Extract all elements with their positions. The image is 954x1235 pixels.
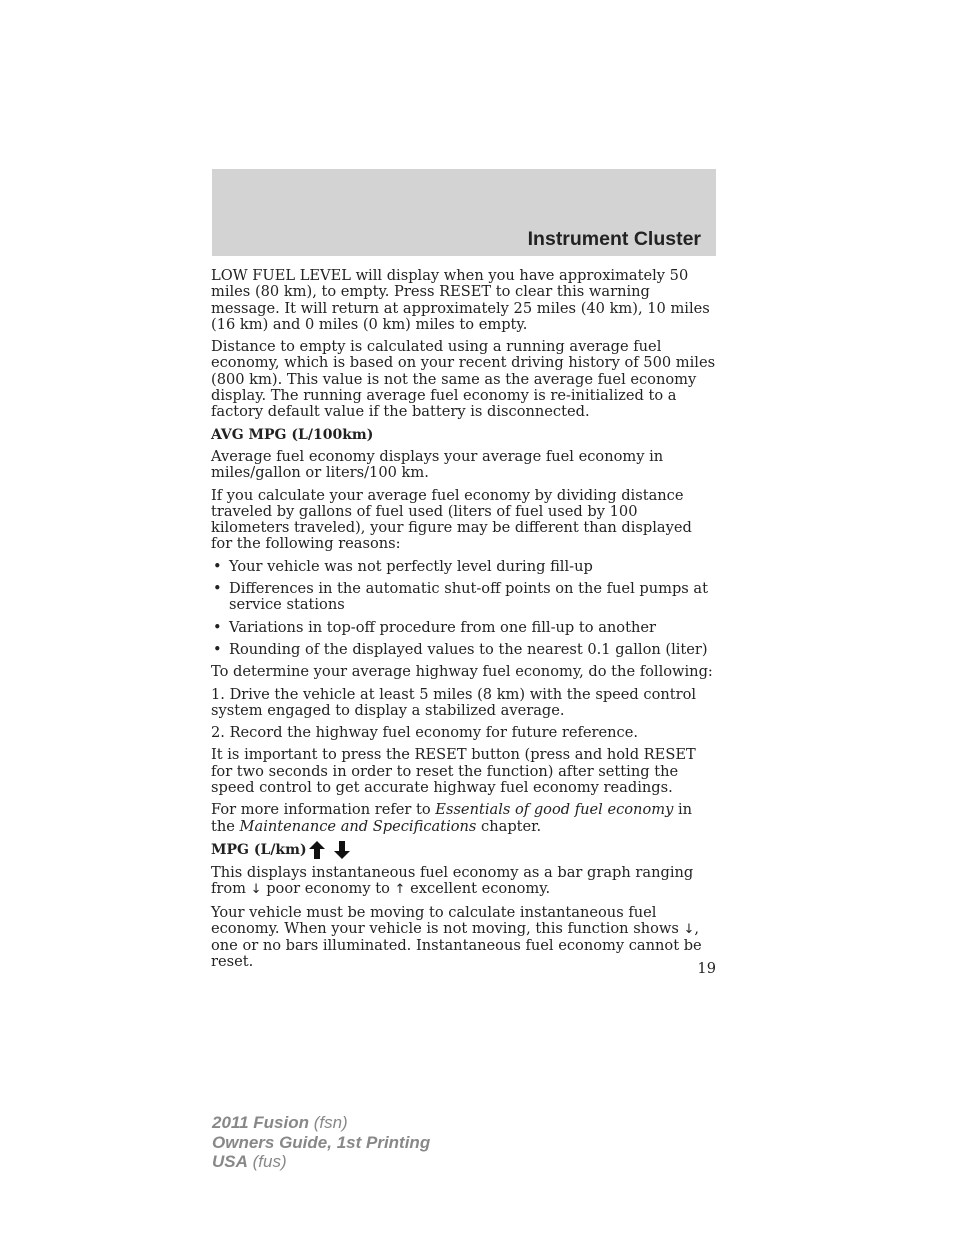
footer-model-code: (fsn)	[309, 1113, 348, 1132]
page-number: 19	[697, 960, 716, 977]
footer-guide: Owners Guide, 1st Printing	[212, 1132, 431, 1152]
footer-line-3	[212, 1152, 430, 1172]
footer-line-2	[212, 1133, 430, 1153]
list-item: • Your vehicle was not perfectly level during fill-up	[211, 559, 717, 575]
text: poor economy to	[261, 880, 395, 898]
page-content	[211, 268, 717, 977]
footer-line-1	[212, 1113, 430, 1133]
text: chapter.	[476, 817, 542, 835]
list-item: • Variations in top-off procedure from one fill-up to another	[211, 620, 717, 636]
reference-link-text: Essentials of good fuel economy	[435, 801, 674, 819]
paragraph-highway-intro: To determine your average highway fuel economy, do the following:	[211, 663, 713, 681]
text: , one or no bars illuminated. Instantaneous fuel economy cannot be reset.	[211, 919, 702, 971]
reference-chapter-text: Maintenance and Specifications	[239, 817, 477, 835]
footer-market-code: (fus)	[247, 1152, 287, 1171]
heading-mpg	[211, 841, 717, 859]
section-header-band	[212, 169, 716, 256]
heading-avg-mpg: AVG MPG (L/100km)	[211, 426, 374, 443]
paragraph-calculate: If you calculate your average fuel economy by dividing distance traveled by gallons of fuel used (liters of fuel used by 100 kilometers traveled), your figure may be different than displayed for the following reasons:	[211, 486, 692, 553]
down-arrow-icon: ↓	[250, 882, 262, 898]
text: For more information refer to	[211, 801, 436, 819]
footer-market: USA	[212, 1152, 248, 1171]
list-item: • Differences in the automatic shut-off points on the fuel pumps at service stations	[211, 581, 717, 614]
list-item: • Rounding of the displayed values to the nearest 0.1 gallon (liter)	[211, 642, 717, 658]
footer-model: 2011 Fusion	[212, 1113, 309, 1132]
footer-publication-info	[212, 1113, 430, 1172]
section-title: Instrument Cluster	[527, 228, 701, 250]
paragraph-reset: It is important to press the RESET button (press and hold RESET for two seconds in order to reset the function) after setting the speed control to get accurate highway fuel economy readings.	[211, 746, 696, 797]
text: This displays instantaneous fuel economy as a bar graph ranging from	[211, 863, 694, 898]
paragraph-low-fuel: LOW FUEL LEVEL will display when you have approximately 50 miles (80 km), to empty. Press RESET to clear this warning message. It will return at approximately 25 miles (40 km), 10 miles (16 km) and 0 miles (0 km) miles to empty.	[211, 267, 710, 333]
paragraph-vehicle-moving	[211, 905, 717, 971]
text: excellent economy.	[405, 880, 551, 898]
heading-mpg-label: MPG (L/km)	[211, 841, 307, 858]
text: Your vehicle must be moving to calculate instantaneous fuel economy. When your vehicle is not moving, this function shows	[211, 903, 684, 937]
paragraph-bar-graph	[211, 865, 717, 899]
text: in the	[211, 801, 693, 835]
paragraph-avg-fuel-economy: Average fuel economy displays your average fuel economy in miles/gallon or liters/100 km.	[211, 447, 664, 482]
down-arrow-icon: ↓	[683, 921, 695, 937]
reasons-list	[211, 559, 717, 658]
paragraph-distance-to-empty: Distance to empty is calculated using a running average fuel economy, which is based on your recent driving history of 500 miles (800 km). This value is not the same as the average fuel economy display. The running average fuel economy is re-initialized to a factory default value if the battery is disconnected.	[211, 338, 716, 421]
up-arrow-icon: ↑	[394, 882, 406, 898]
paragraph-more-info	[211, 802, 717, 835]
paragraph-step-2: 2. Record the highway fuel economy for future reference.	[211, 724, 639, 742]
arrow-up-icon	[309, 841, 325, 859]
arrow-down-icon	[334, 841, 350, 859]
paragraph-step-1: 1. Drive the vehicle at least 5 miles (8 km) with the speed control system engaged to display a stabilized average.	[211, 685, 697, 719]
